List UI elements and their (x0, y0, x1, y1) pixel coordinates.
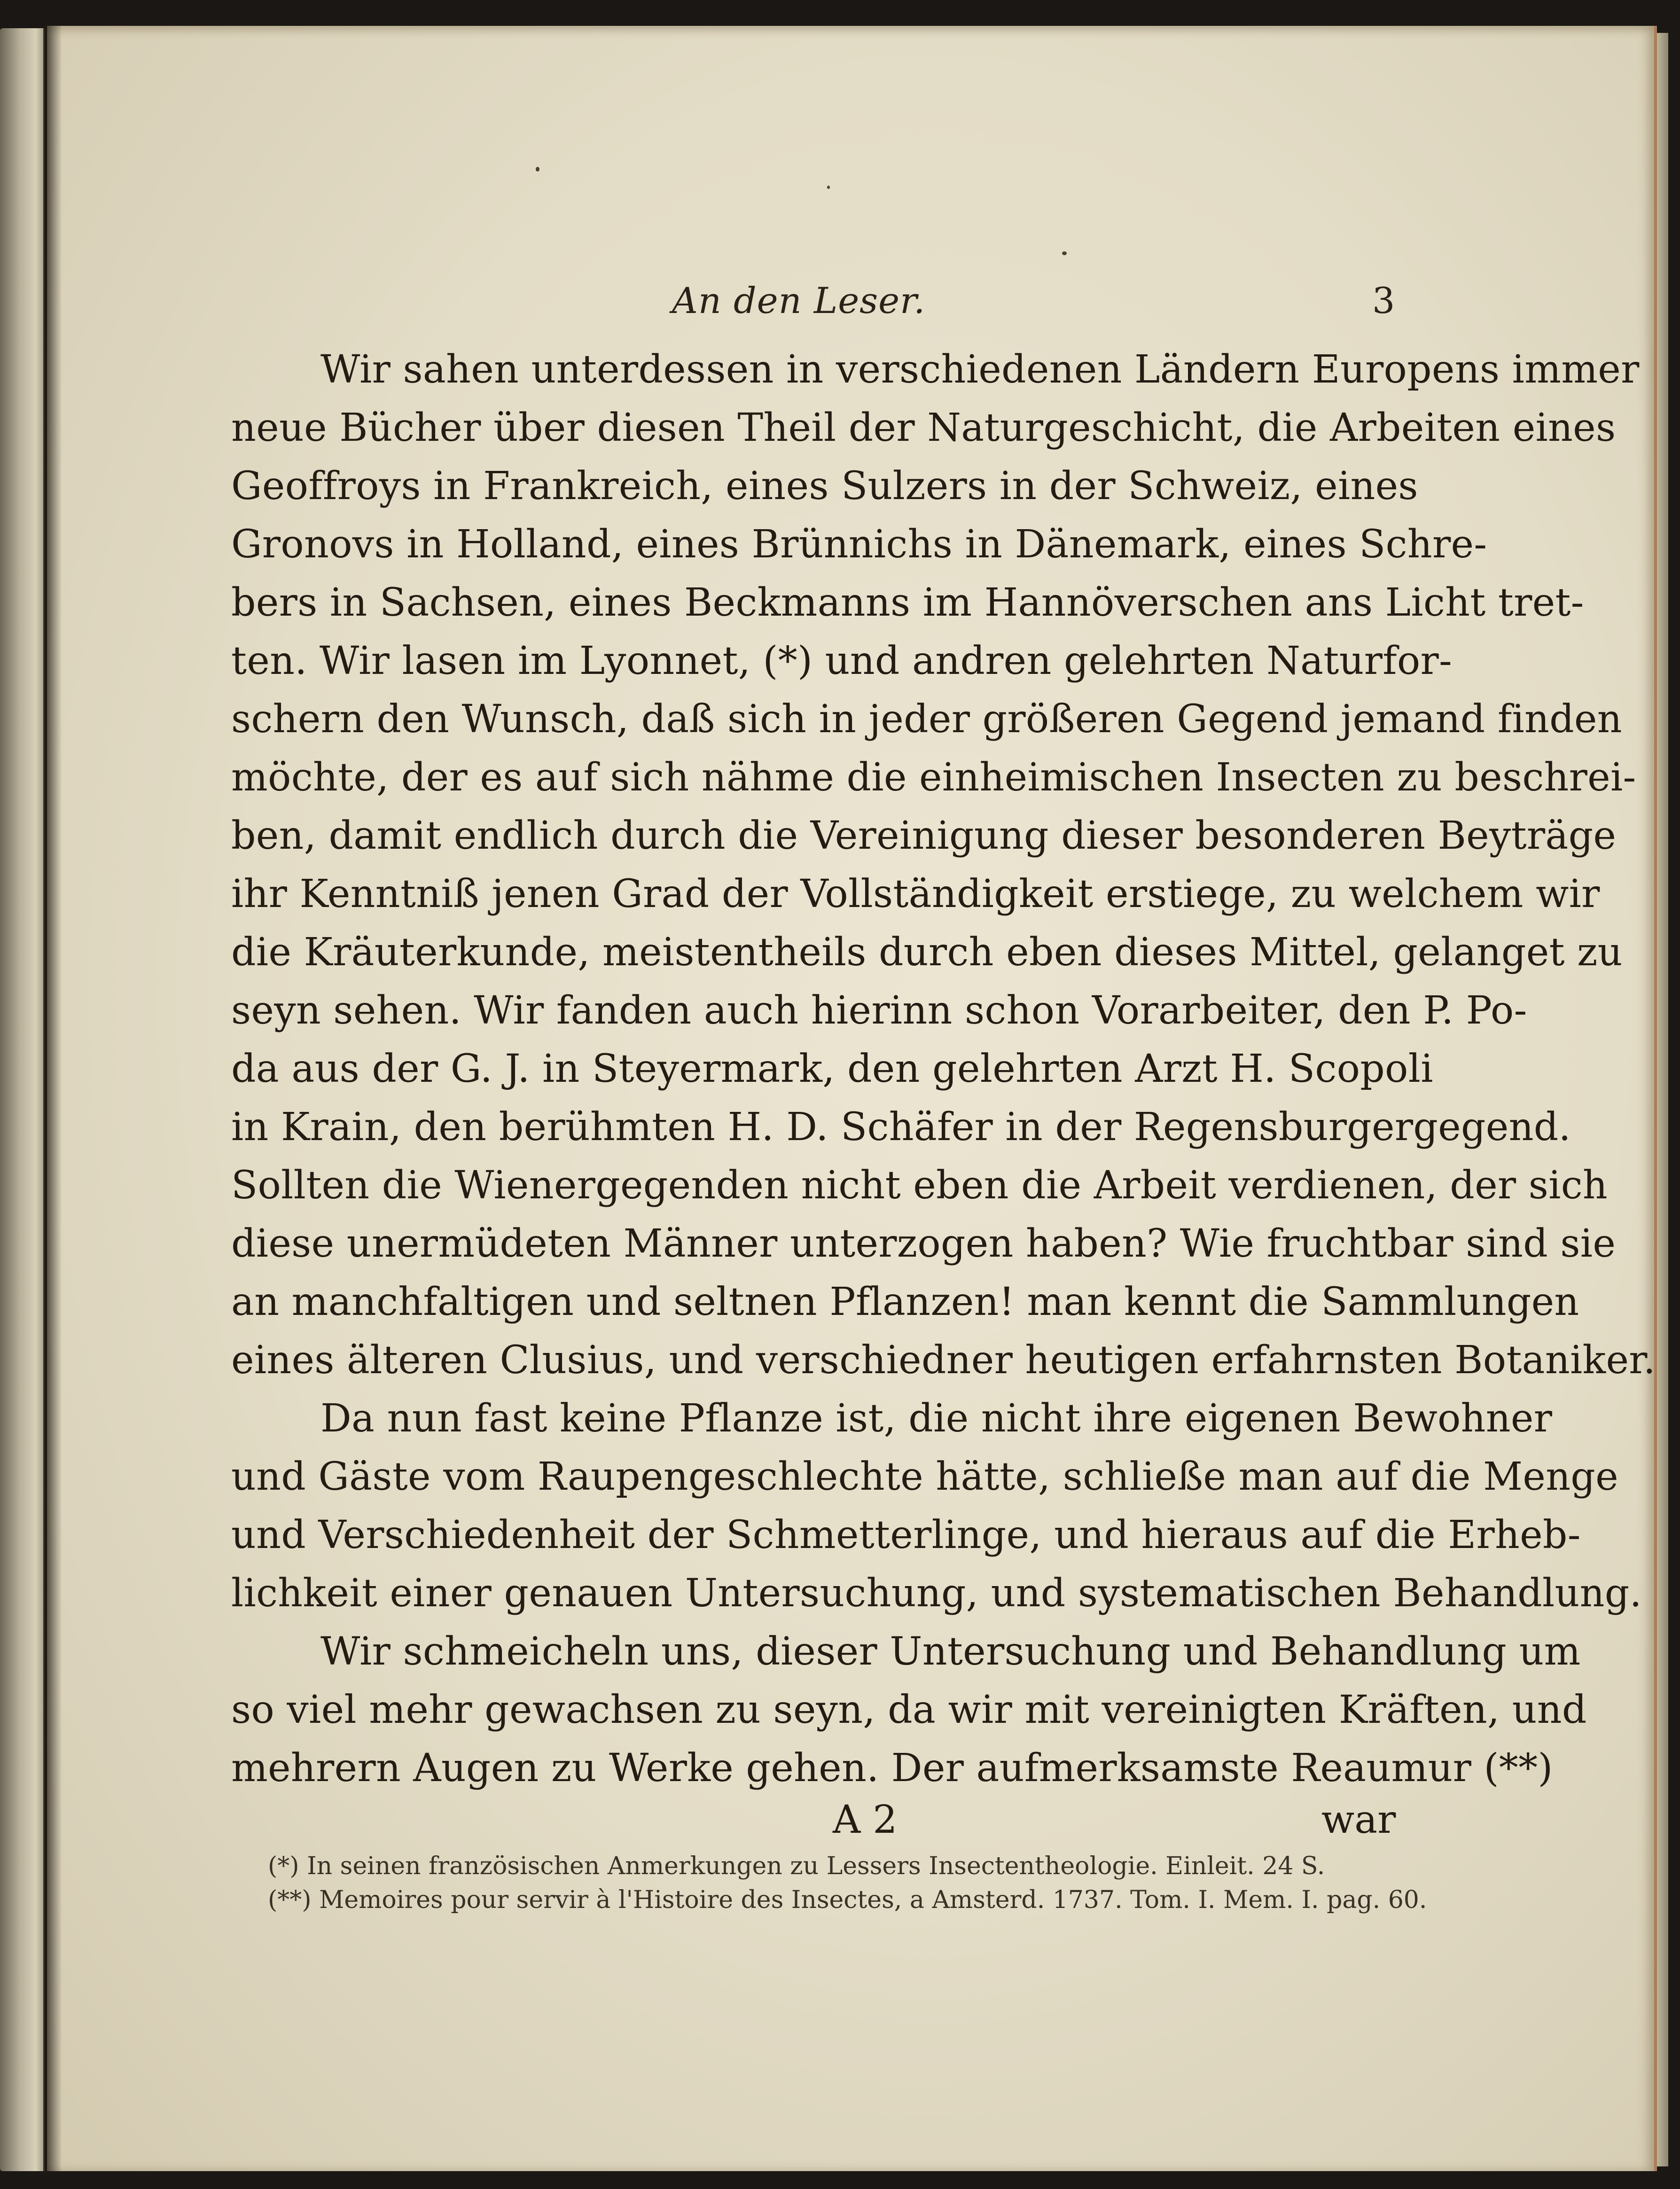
text-line: Sollten die Wienergegenden nicht eben die Arbeit verdienen, der sich (231, 1163, 1608, 1208)
text-line: neue Bücher über diesen Theil der Naturgeschicht, die Arbeiten eines (231, 406, 1616, 450)
footnote: (**) Memoires pour servir à l'Histoire des Insectes, a Amsterd. 1737. Tom. I. Mem. I. pag. 60. (268, 1886, 1427, 1914)
paper-speck (536, 167, 539, 172)
text-line: so viel mehr gewachsen zu seyn, da wir mit vereinigten Kräften, und (231, 1688, 1587, 1732)
text-line: in Krain, den berühmten H. D. Schäfer in der Regensburgergegend. (231, 1105, 1571, 1149)
text-line: Wir schmeicheln uns, dieser Untersuchung und Behandlung um (320, 1629, 1581, 1674)
text-line: ten. Wir lasen im Lyonnet, (*) und andren gelehrten Naturfor- (231, 639, 1453, 683)
text-line: bers in Sachsen, eines Beckmanns im Hannöverschen ans Licht tret- (231, 580, 1584, 625)
paper-speck (827, 186, 830, 189)
printer-signature: A 2 (833, 1798, 898, 1842)
text-line: mehrern Augen zu Werke gehen. Der aufmerksamste Reaumur (**) (231, 1746, 1553, 1790)
catchword: war (1321, 1798, 1396, 1842)
text-line: da aus der G. J. in Steyermark, den gelehrten Arzt H. Scopoli (231, 1047, 1433, 1091)
text-line: schern den Wunsch, daß sich in jeder größeren Gegend jemand finden (231, 697, 1622, 742)
text-line: eines älteren Clusius, und verschiedner heutigen erfahrnsten Botaniker. (231, 1338, 1656, 1383)
running-head: An den Leser. (672, 280, 926, 321)
text-line: an manchfaltigen und seltnen Pflanzen! man kennt die Sammlungen (231, 1280, 1579, 1324)
text-line: Gronovs in Holland, eines Brünnichs in Dänemark, eines Schre- (231, 522, 1487, 567)
text-line: ben, damit endlich durch die Vereinigung dieser besonderen Beyträge (231, 813, 1617, 858)
text-line: die Kräuterkunde, meistentheils durch eben dieses Mittel, gelanget zu (231, 930, 1623, 975)
text-line: diese unermüdeten Männer unterzogen haben? Wie fruchtbar sind sie (231, 1221, 1616, 1266)
text-line: lichkeit einer genauen Untersuchung, und systematischen Behandlung. (231, 1571, 1642, 1616)
signature-row (231, 1798, 1418, 1845)
text-line: Geoffroys in Frankreich, eines Sulzers in der Schweiz, eines (231, 464, 1418, 508)
left-page-edge (0, 28, 45, 2171)
text-line: seyn sehen. Wir fanden auch hierinn schon Vorarbeiter, den P. Po- (231, 988, 1527, 1033)
page-number: 3 (1372, 280, 1395, 321)
gutter-shadow (43, 23, 62, 2176)
body-text (231, 341, 1656, 1798)
book-page (47, 26, 1657, 2171)
footnote: (*) In seinen französischen Anmerkungen zu Lessers Insectentheologie. Einleit. 24 S. (268, 1852, 1325, 1880)
page-header (47, 280, 1654, 322)
text-line: ihr Kenntniß jenen Grad der Vollständigkeit erstiege, zu welchem wir (231, 872, 1600, 916)
text-line: und Verschiedenheit der Schmetterlinge, und hieraus auf die Erheb- (231, 1513, 1581, 1557)
paper-speck (1062, 251, 1067, 255)
footnotes (268, 1849, 1427, 1917)
text-line: Wir sahen unterdessen in verschiedenen Ländern Europens immer (320, 347, 1640, 392)
text-line: möchte, der es auf sich nähme die einheimischen Insecten zu beschrei- (231, 755, 1636, 800)
text-line: Da nun fast keine Pflanze ist, die nicht ihre eigenen Bewohner (320, 1396, 1553, 1441)
text-line: und Gäste vom Raupengeschlechte hätte, schließe man auf die Menge (231, 1454, 1618, 1499)
